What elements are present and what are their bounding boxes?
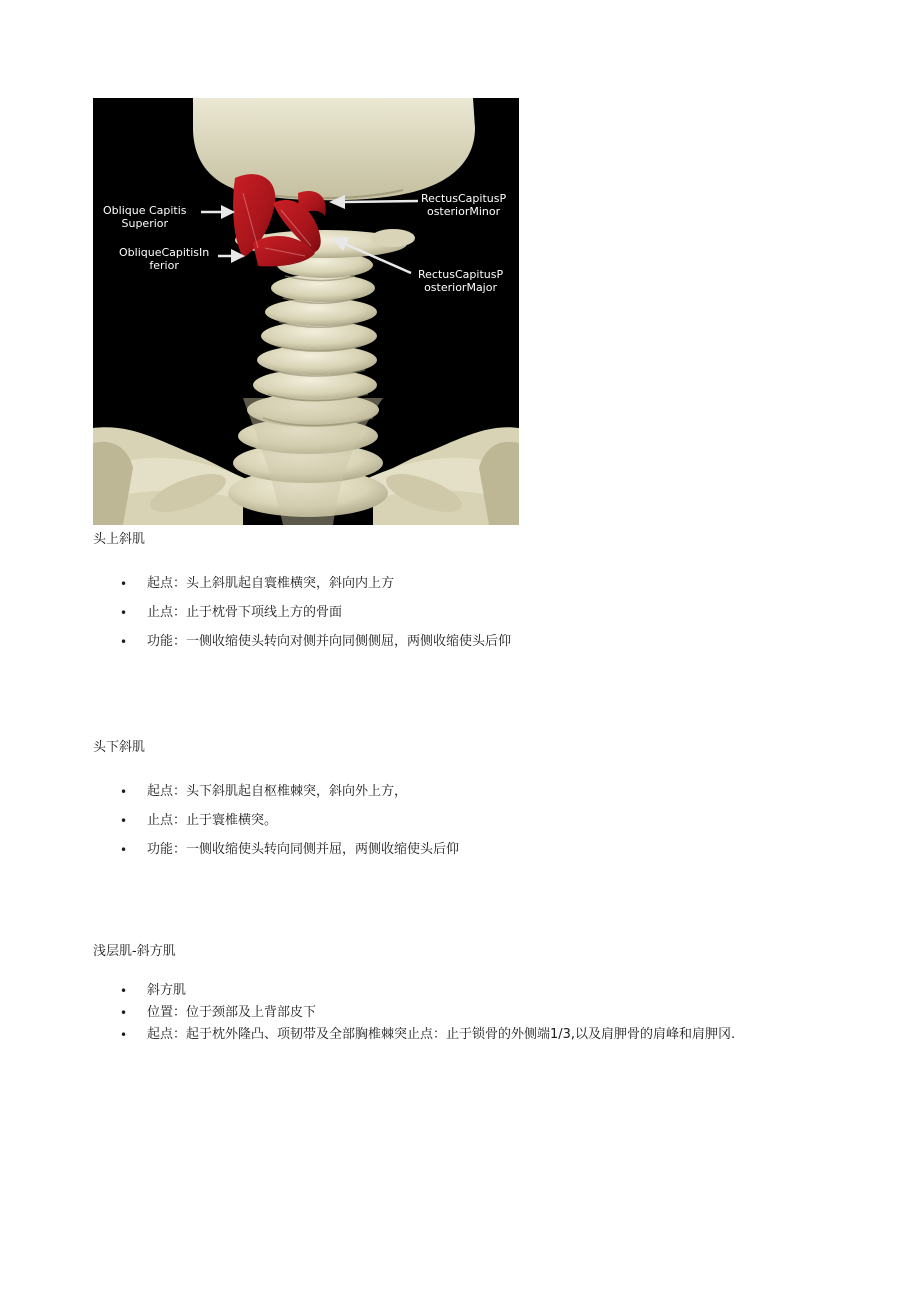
list-item: • 止点：止于寰椎横突。: [118, 812, 459, 841]
section-heading-obliquus-capitis-superior: 头上斜肌: [93, 532, 146, 547]
label-line: osteriorMajor: [424, 281, 497, 294]
label-line: Oblique Capitis: [103, 204, 187, 217]
label-rectus-capitis-posterior-major: [418, 268, 503, 294]
label-oblique-capitis-inferior: [119, 246, 209, 272]
list-item: • 功能：一侧收缩使头转向同侧并屈，两侧收缩使头后仰: [118, 841, 459, 870]
list-item: • 位置：位于颈部及上背部皮下: [118, 1004, 735, 1026]
label-line: ferior: [149, 259, 179, 272]
label-line: RectusCapitusP: [418, 268, 504, 281]
label-line: RectusCapitusP: [421, 192, 507, 205]
label-rectus-capitis-posterior-minor: [421, 192, 506, 218]
bullet-list-obliquus-capitis-superior: [118, 575, 511, 662]
list-item: • 止点：止于枕骨下项线上方的骨面: [118, 604, 511, 633]
anatomy-figure: [93, 98, 519, 525]
list-item: • 起点：起于枕外隆凸、项韧带及全部胸椎棘突止点：止于锁骨的外侧端1/3,以及肩胛骨的肩峰和肩胛冈.: [118, 1026, 735, 1048]
label-oblique-capitis-superior: [103, 204, 187, 230]
label-line: osteriorMinor: [426, 205, 501, 218]
list-item: • 斜方肌: [118, 982, 735, 1004]
list-item: • 起点：头上斜肌起自寰椎横突，斜向内上方: [118, 575, 511, 604]
bullet-list-obliquus-capitis-inferior: [118, 783, 459, 870]
label-line: ObliqueCapitisIn: [119, 246, 210, 259]
section-heading-obliquus-capitis-inferior: 头下斜肌: [93, 740, 146, 755]
label-line: Superior: [121, 217, 169, 230]
list-item: • 功能：一侧收缩使头转向对侧并向同侧侧屈，两侧收缩使头后仰: [118, 633, 511, 662]
list-item: • 起点：头下斜肌起自枢椎棘突，斜向外上方，: [118, 783, 459, 812]
cervical-spine-illustration: [93, 98, 519, 525]
section-heading-trapezius: 浅层肌-斜方肌: [93, 944, 176, 959]
bullet-list-trapezius: [118, 982, 735, 1048]
